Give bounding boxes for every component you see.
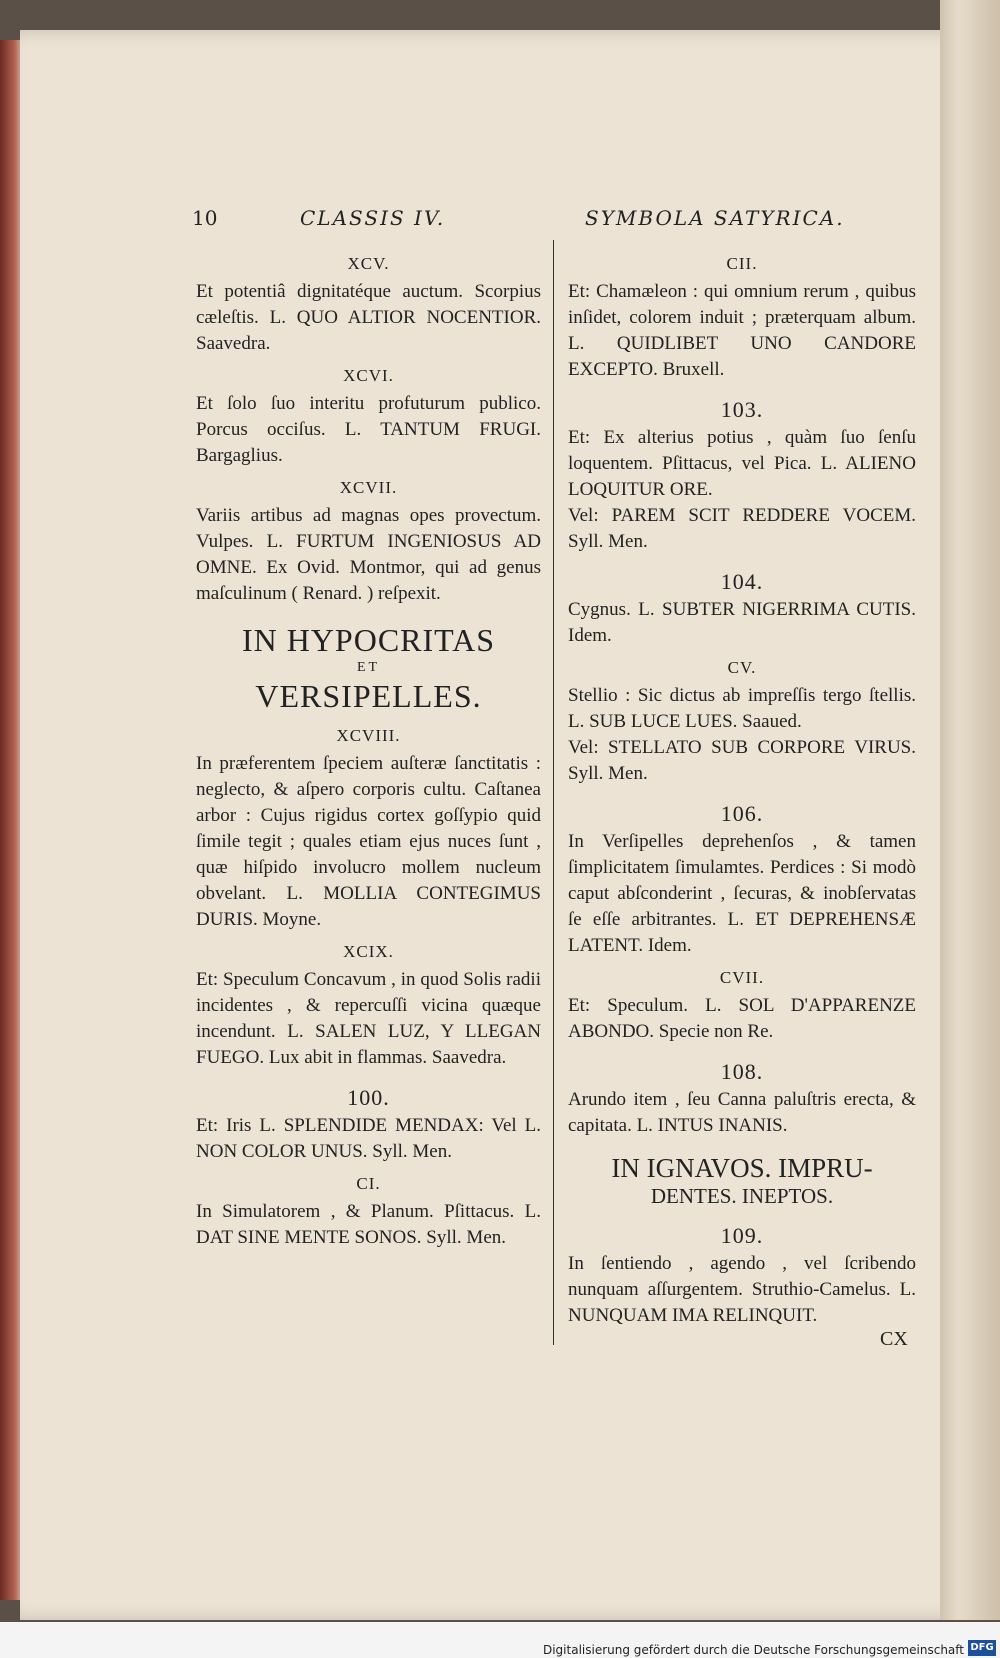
entry-number: 103. — [720, 397, 764, 422]
entry-text: Arundo item , ſeu Canna paluſtris erecta, & capitata. L. INTUS INANIS. — [568, 1089, 916, 1136]
entry-text: Stellio : Sic dictus ab impreſſis tergo ſtellis. L. SUB LUCE LUES. Saaued. — [568, 685, 916, 732]
entry-text: In ſentiendo , agendo , vel ſcribendo nunquam aſſurgentem. Struthio-Camelus. L. NUNQUAM IMA RELINQUIT. — [568, 1253, 916, 1326]
entry-text: Et potentiâ dignitatéque auctum. Scorpius cæleſtis. L. QUO ALTIOR NOCENTIOR. Saavedra. — [196, 281, 541, 354]
section-heading-ignavos — [568, 1153, 916, 1209]
entry-107 — [568, 965, 916, 1045]
entry-text: Vel: STELLATO SUB CORPORE VIRUS. Syll. Men. — [568, 737, 916, 784]
entry-number: XCVIII. — [336, 726, 401, 745]
right-column — [568, 245, 916, 1329]
entry-number: CII. — [726, 254, 758, 273]
entry-108 — [568, 1059, 916, 1139]
entry-98 — [196, 723, 541, 933]
section-line1: IN HYPOCRITAS — [241, 622, 496, 658]
entry-105-vel — [568, 735, 916, 787]
section-line2: VERSIPELLES. — [255, 678, 482, 714]
entry-number: 108. — [720, 1059, 764, 1084]
entry-102 — [568, 251, 916, 383]
entry-104 — [568, 569, 916, 649]
entry-96 — [196, 363, 541, 469]
entry-103 — [568, 397, 916, 503]
entry-103-vel — [568, 503, 916, 555]
entry-100 — [196, 1085, 541, 1165]
entry-text: In præferentem ſpeciem auſteræ ſanctitatis : neglecto, & aſpero corporis cultu. Caſtanea arbor : Cujus rigidus cortex goſſypio quid ſimile tegit ; quales etiam ejus nuces ſunt , quæ hiſpido involucro mollem nucleum obvelant. L. MOLLIA CONTEGIMUS DURIS. Moyne. — [196, 753, 541, 930]
entry-109 — [568, 1223, 916, 1329]
left-running-title: CLASSIS IV. — [300, 206, 446, 230]
entry-number: 109. — [720, 1223, 764, 1248]
entry-text: Et: Iris L. SPLENDIDE MENDAX: Vel L. NON COLOR UNUS. Syll. Men. — [196, 1115, 541, 1162]
entry-text: Et: Speculum Concavum , in quod Solis radii incidentes , & repercuſſi vicina quæque incendunt. L. SALEN LUZ, Y LLEGAN FUEGO. Lux abit in flammas. Saavedra. — [196, 969, 541, 1068]
section-et: ET — [356, 660, 381, 675]
entry-106 — [568, 801, 916, 959]
section-line2: DENTES. INEPTOS. — [650, 1184, 834, 1208]
section-heading-hypocritas — [196, 621, 541, 715]
entry-105 — [568, 655, 916, 735]
right-running-title: SYMBOLA SATYRICA. — [585, 206, 845, 230]
entry-number: 100. — [347, 1085, 390, 1110]
entry-text: Cygnus. L. SUBTER NIGERRIMA CUTIS. Idem. — [568, 599, 916, 646]
entry-number: 104. — [720, 569, 764, 594]
entry-text: Et: Speculum. L. SOL D'APPARENZE ABONDO. Specie non Re. — [568, 995, 916, 1042]
entry-number: CV. — [727, 658, 757, 677]
entry-number: 106. — [720, 801, 764, 826]
section-line1: IN IGNAVOS. IMPRU- — [611, 1153, 873, 1183]
entry-95 — [196, 251, 541, 357]
footer-credit: Digitalisierung gefördert durch die Deutsche Forschungsgemeinschaft — [542, 1643, 964, 1657]
page-number: 10 — [192, 206, 218, 230]
entry-97 — [196, 475, 541, 607]
entry-number: XCVI. — [343, 366, 394, 385]
entry-number: CVII. — [719, 968, 765, 987]
dfg-logo-icon: DFG — [968, 1640, 996, 1656]
entry-number: XCV. — [347, 254, 390, 273]
entry-text: Et ſolo ſuo interitu profuturum publico. Porcus occiſus. L. TANTUM FRUGI. Bargaglius. — [196, 393, 541, 466]
catchword: CX — [880, 1328, 908, 1350]
entry-text: Et: Chamæleon : qui omnium rerum , quibus inſidet, colorem induit ; præterquam album. L. QUIDLIBET UNO CANDORE EXCEPTO. Bruxell. — [568, 281, 916, 380]
entry-number: CI. — [356, 1174, 381, 1193]
entry-99 — [196, 939, 541, 1071]
entry-text: Et: Ex alterius potius , quàm ſuo ſenſu loquentem. Pſittacus, vel Pica. L. ALIENO LOQUITUR ORE. — [568, 427, 916, 500]
entry-text: Variis artibus ad magnas opes provectum. Vulpes. L. FURTUM INGENIOSUS AD OMNE. Ex Ovid. Montmor, qui ad genus maſculinum ( Renard. ) reſpexit. — [196, 505, 541, 604]
entry-number: XCIX. — [343, 942, 394, 961]
book-edge-right — [940, 0, 1000, 1620]
entry-text: In Simulatorem , & Planum. Pſittacus. L. DAT SINE MENTE SONOS. Syll. Men. — [196, 1201, 541, 1248]
entry-text: Vel: PAREM SCIT REDDERE VOCEM. Syll. Men. — [568, 505, 916, 552]
entry-101 — [196, 1171, 541, 1251]
entry-number: XCVII. — [339, 478, 398, 497]
entry-text: In Verſipelles deprehenſos , & tamen ſimplicitatem ſimulamtes. Perdices : Si modò caput abſconderint , ſecuras, & inobſervatas ſe eſſe arbitrantes. L. ET DEPREHENSÆ LATENT. Idem. — [568, 831, 916, 956]
left-column — [196, 245, 541, 1251]
column-rule — [553, 240, 554, 1345]
